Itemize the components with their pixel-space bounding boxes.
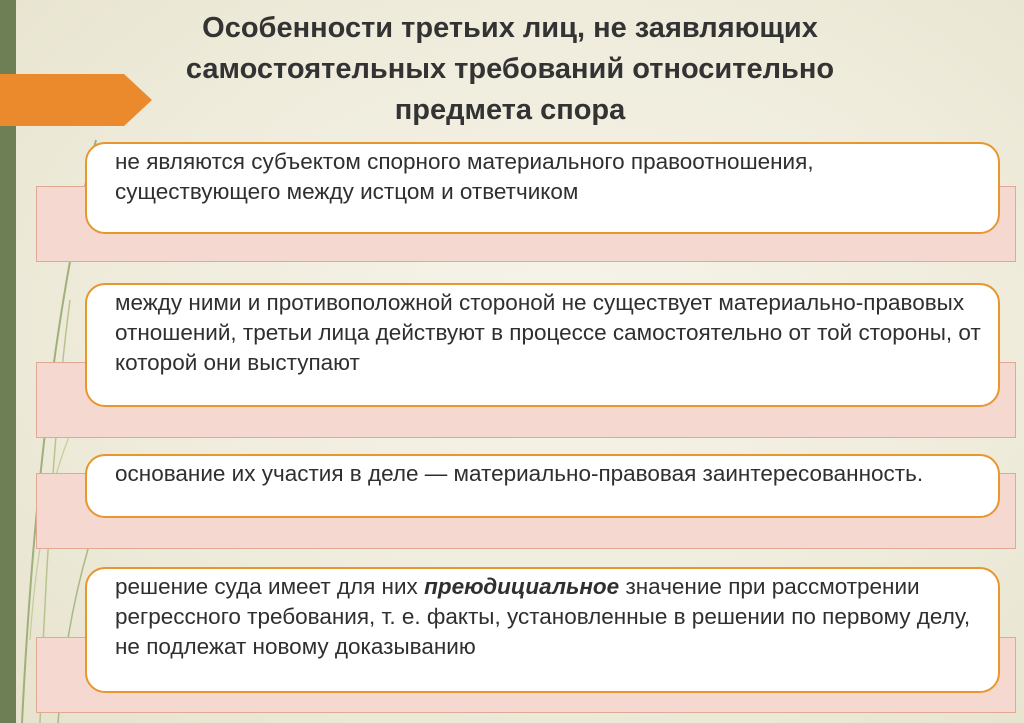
item-text-1: не являются субъектом спорного материального правоотношения, существующего между истцом и ответчиком xyxy=(115,149,814,204)
slide-title: Особенности третьих лиц, не заявляющих самостоятельных требований относительно предмета спора xyxy=(185,12,835,126)
item-card-2 xyxy=(85,283,1000,407)
item-text-4-emphasis: преюдициальное xyxy=(424,574,620,599)
item-text-4-after: значение при рассмотрении регрессного требования, т. е. факты, установленные в решении по первому делу, не подлежат новому доказыванию xyxy=(115,574,971,659)
item-text-3: основание их участия в деле — материально-правовая заинтересованность. xyxy=(115,461,924,486)
orange-arrow-tab xyxy=(0,74,152,126)
item-text-4-before: решение суда имеет для них xyxy=(115,574,418,599)
item-text-2: между ними и противоположной стороной не существует материально-правовых отношений, третьи лица действуют в процессе самостоятельно от той стороны, от которой они выступают xyxy=(115,290,981,375)
item-card-4 xyxy=(85,567,1000,693)
item-card-3 xyxy=(85,454,1000,518)
item-card-1 xyxy=(85,142,1000,234)
item-text-4 xyxy=(115,572,984,662)
